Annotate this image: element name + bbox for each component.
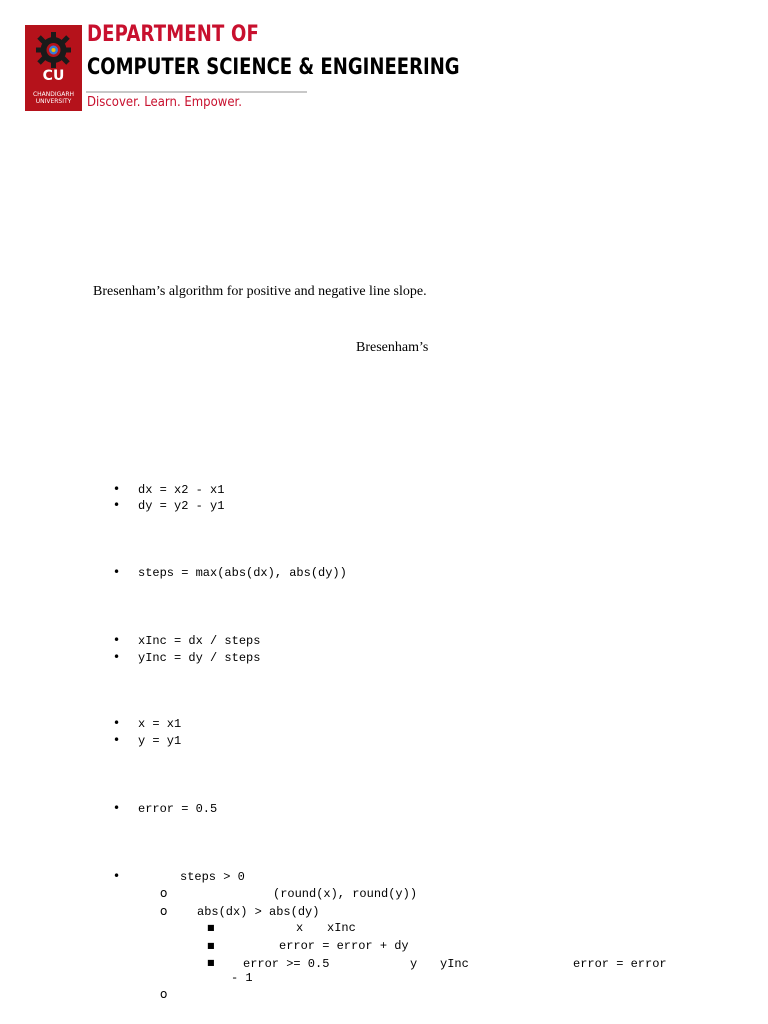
code-line-xinc: xInc = dx / steps xyxy=(138,634,261,648)
university-logo xyxy=(25,25,82,111)
section-title: Bresenham’s xyxy=(356,340,429,355)
logo-text: CU xyxy=(42,68,65,84)
code-line-y-update-b: yInc xyxy=(440,957,469,971)
disc-bullet-icon xyxy=(113,716,120,730)
circle-bullet-icon: o xyxy=(160,904,168,918)
circle-bullet-icon: o xyxy=(160,987,168,1001)
logo-subtext: CHANDIGARH UNIVERSITY xyxy=(32,91,75,105)
code-line-error-check: error >= 0.5 xyxy=(243,957,330,971)
code-line-error-sub-b: - 1 xyxy=(231,971,253,985)
code-line-y-update-a: y xyxy=(410,957,418,971)
code-line-if-cond: abs(dx) > abs(dy) xyxy=(197,905,320,919)
square-bullet-icon: ■ xyxy=(207,941,215,950)
disc-bullet-icon xyxy=(113,733,120,747)
code-line-y-init: y = y1 xyxy=(138,734,182,748)
header-divider xyxy=(86,91,307,93)
tagline: Discover. Learn. Empower. xyxy=(87,95,242,110)
intro-text: Bresenham’s algorithm for positive and negative line slope. xyxy=(93,284,427,299)
disc-bullet-icon xyxy=(113,633,120,647)
disc-bullet-icon xyxy=(113,801,120,815)
code-line-yinc: yInc = dy / steps xyxy=(138,651,261,665)
code-line-x-init: x = x1 xyxy=(138,717,182,731)
disc-bullet-icon xyxy=(113,650,120,664)
disc-bullet-icon xyxy=(113,498,120,512)
square-bullet-icon: ■ xyxy=(207,958,215,967)
code-line-dx: dx = x2 - x1 xyxy=(138,483,225,497)
disc-bullet-icon xyxy=(113,869,120,883)
code-line-x-update-b: xInc xyxy=(327,921,356,935)
square-bullet-icon: ■ xyxy=(207,923,215,932)
code-line-dy: dy = y2 - y1 xyxy=(138,499,225,513)
circle-bullet-icon: o xyxy=(160,886,168,900)
disc-bullet-icon xyxy=(113,565,120,579)
code-line-steps: steps = max(abs(dx), abs(dy)) xyxy=(138,566,347,580)
department-title-line1: DEPARTMENT OF xyxy=(87,22,259,47)
code-line-loop-cond: steps > 0 xyxy=(180,870,245,884)
disc-bullet-icon xyxy=(113,482,120,496)
code-line-error-init: error = 0.5 xyxy=(138,802,218,816)
code-line-error-sub-a: error = error xyxy=(573,957,667,971)
code-line-plot: (round(x), round(y)) xyxy=(273,887,418,901)
code-line-x-update-a: x xyxy=(296,921,304,935)
department-title-line2: COMPUTER SCIENCE & ENGINEERING xyxy=(87,55,460,80)
code-line-error-add: error = error + dy xyxy=(279,939,409,953)
